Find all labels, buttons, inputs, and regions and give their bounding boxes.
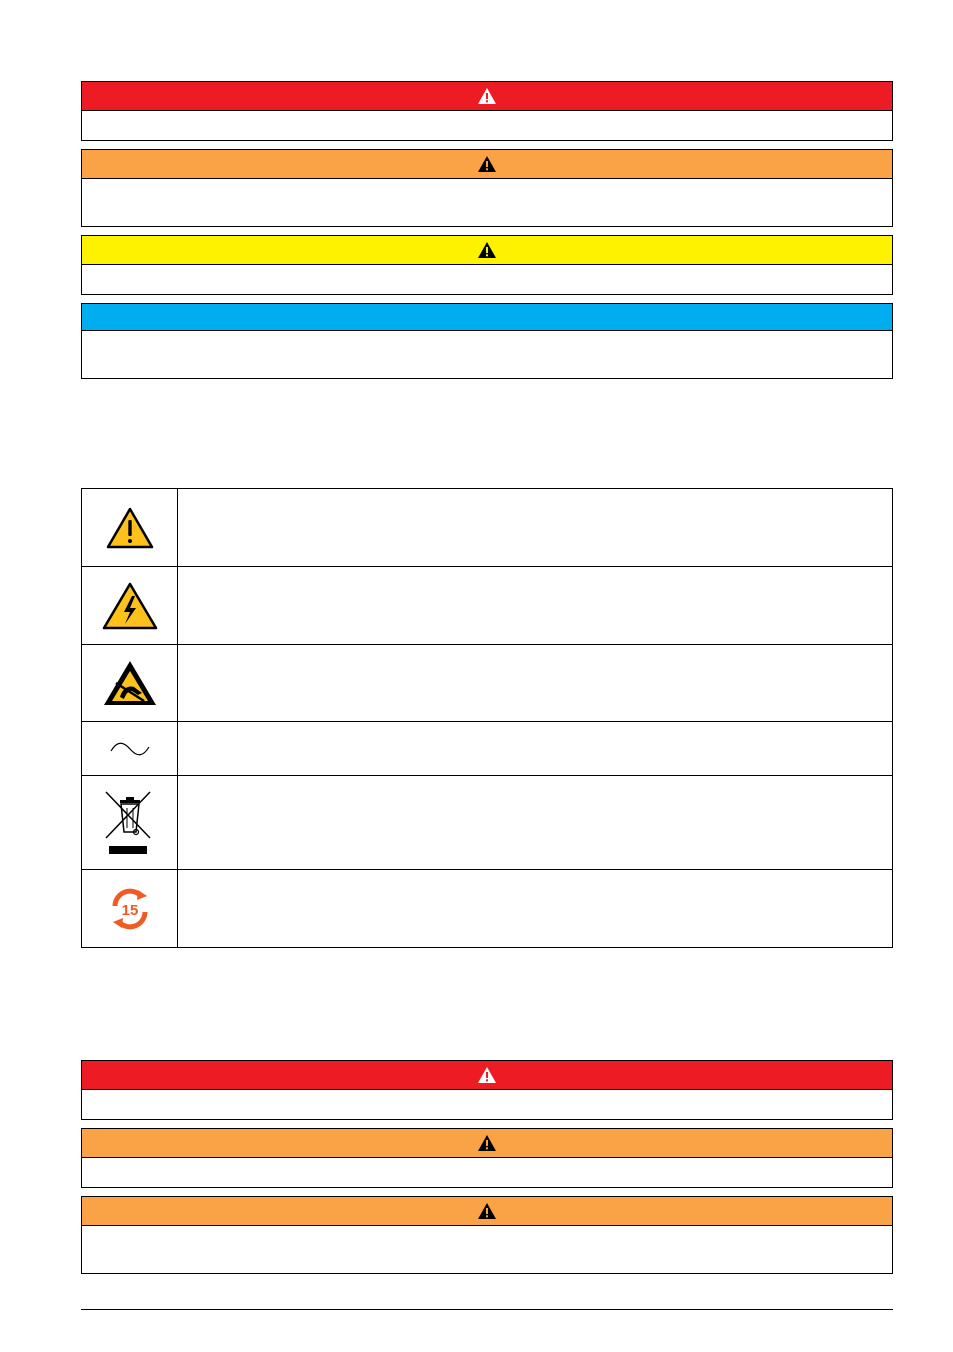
symbol-description [178,870,892,947]
electrical-hazard-icon [102,582,158,630]
warning-header [82,150,892,179]
warning-triangle-white-icon [477,1066,497,1084]
china-rohs-15-year-icon [107,888,153,930]
warning-header [82,1129,892,1158]
alternating-current-icon [109,741,151,757]
symbol-cell [82,645,178,721]
warning-triangle-black-icon [477,1134,497,1152]
symbol-cell [82,776,178,869]
symbol-cell [82,567,178,644]
warning-triangle-white-icon [477,87,497,105]
footer-divider [81,1309,893,1310]
danger-header [82,82,892,111]
symbol-description [178,722,892,775]
table-row [82,645,892,722]
symbol-description [178,567,892,644]
electrostatic-discharge-icon [102,659,158,707]
crossed-out-wheelie-bin-icon [104,790,156,856]
warning-box [81,1128,893,1188]
symbol-description [178,489,892,566]
symbol-description [178,776,892,869]
symbol-cell [82,489,178,566]
notice-box [81,303,893,379]
danger-box [81,1060,893,1120]
rohs-year-label: 15 [121,901,138,919]
caution-box [81,235,893,295]
warning-triangle-black-icon [477,155,497,173]
warning-box [81,149,893,227]
caution-header [82,236,892,265]
symbol-cell [82,870,178,947]
table-row [82,870,892,947]
notice-header [82,304,892,331]
table-row [82,776,892,870]
warning-box [81,1196,893,1274]
precautionary-labels-table [81,488,893,948]
table-row [82,722,892,776]
symbol-description [178,645,892,721]
symbol-cell [82,722,178,775]
danger-header [82,1061,892,1090]
warning-triangle-black-icon [477,241,497,259]
table-row [82,567,892,645]
danger-box [81,81,893,141]
warning-header [82,1197,892,1226]
warning-triangle-black-icon [477,1202,497,1220]
table-row [82,489,892,567]
general-warning-icon [106,507,154,549]
